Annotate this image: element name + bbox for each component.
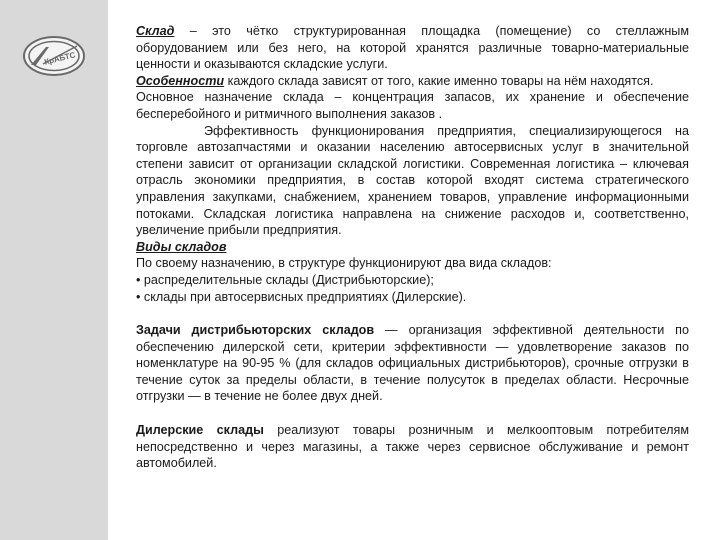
- document-body: [136, 23, 689, 472]
- paragraph-features: [136, 73, 689, 90]
- dealer-warehouses-text: реализуют товары розничным и мелкооптовым потребителям непосредственно и через магазины, а также через сервисное обслуживание и ремонт автомобилей.: [136, 423, 689, 471]
- paragraph-distributor-tasks: [136, 322, 689, 405]
- distributor-tasks-text: — организация эффективной деятельности по обеспечению дилерской сети, критерии эффективности — удовлетворение заказов по номенклатуре на 90-95 % (для складов официальных дистрибьюторов), срочные отгрузки в течение суток за пределы области, в течение полусуток в пределах области. Несрочные отгрузки — в течение не более двух дней.: [136, 323, 689, 404]
- paragraph-dealer-warehouses: [136, 422, 689, 472]
- paragraph-efficiency: Эффективность функционирования предприятия, специализирующегося на торговле автозапчастями и оказании населению автосервисных услуг в значительной степени зависит от организации складской логистики. Современная логистика – ключевая отрасль экономики предприятия, в состав которой входят система стратегического управления закупками, снабжением, хранением товаров, управление информационными потоками. Складская логистика направлена на снижение расходов и, соответственно, увеличение прибыли предприятия.: [136, 123, 689, 238]
- left-sidebar: [0, 0, 108, 540]
- paragraph-types-intro: По своему назначению, в структуре функционируют два вида складов:: [136, 256, 552, 271]
- bullet-distribution: • распределительные склады (Дистрибьюторские);: [136, 272, 434, 287]
- features-text: каждого склада зависят от того, какие именно товары на нём находятся.: [224, 73, 654, 88]
- term-features: Особенности: [136, 73, 225, 88]
- heading-warehouse-types: Виды складов: [136, 239, 227, 254]
- paragraph-purpose: Основное назначение склада – концентрация запасов, их хранение и обеспечение бесперебойного и ритмичного выполнения заказов .: [136, 90, 689, 121]
- bullet-dealer: • склады при автосервисных предприятиях (Дилерские).: [136, 289, 467, 304]
- paragraph-sklad-definition: [136, 23, 689, 73]
- company-logo: [22, 34, 86, 78]
- logo-text: КрАБТС: [43, 50, 77, 67]
- term-dealer-warehouses: Дилерские склады: [136, 423, 264, 438]
- term-distributor-tasks: Задачи дистрибьюторских складов: [136, 323, 375, 338]
- term-sklad: Склад: [136, 24, 175, 38]
- sklad-definition-text: – это чётко структурированная площадка (помещение) со стеллажным оборудованием или без него, на которой хранятся различные товарно-материальные ценности и оказываются складские услуги.: [136, 24, 689, 72]
